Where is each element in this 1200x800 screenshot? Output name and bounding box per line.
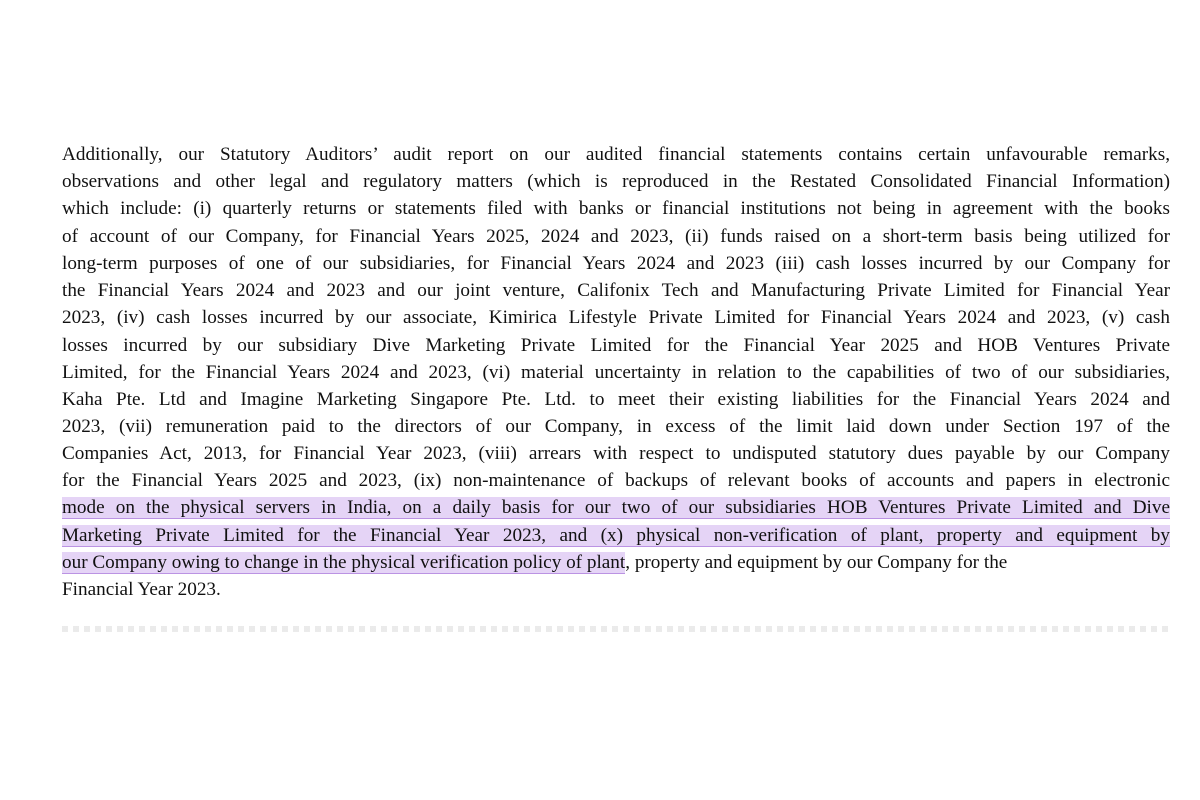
highlighted-line xyxy=(62,524,1170,548)
highlighted-line xyxy=(62,496,1170,520)
paragraph-line-tail: , property and equipment by our Company for the xyxy=(625,552,1008,573)
paragraph-line: Limited, for the Financial Years 2024 and 2023, (vi) material uncertainty in relation to the capabilities of two of our subsidiaries, xyxy=(62,362,1170,383)
paragraph-last-line: Financial Year 2023. xyxy=(62,579,221,600)
paragraph-line: Companies Act, 2013, for Financial Year 2023, (viii) arrears with respect to undisputed statutory dues payable by our Company xyxy=(62,443,1170,464)
paragraph-line: 2023, (vii) remuneration paid to the directors of our Company, in excess of the limit laid down under Section 197 of the xyxy=(62,416,1170,437)
text-highlight[interactable]: Marketing Private Limited for the Financial Year 2023, and (x) physical non-verification of plant, property and equipment by xyxy=(62,525,1170,546)
paragraph-line xyxy=(62,551,1170,575)
text-highlight[interactable]: mode on the physical servers in India, on a daily basis for our two of our subsidiaries HOB Ventures Private Limited and Dive xyxy=(62,497,1170,518)
paragraph-line: losses incurred by our subsidiary Dive Marketing Private Limited for the Financial Year 2025 and HOB Ventures Private xyxy=(62,335,1170,356)
paragraph-line: Kaha Pte. Ltd and Imagine Marketing Singapore Pte. Ltd. to meet their existing liabilities for the Financial Years 2024 and xyxy=(62,389,1170,410)
text-highlight[interactable]: our Company owing to change in the physical verification policy of plant xyxy=(62,552,626,573)
paragraph-line: for the Financial Years 2025 and 2023, (ix) non-maintenance of backups of relevant books of accounts and papers in electronic xyxy=(62,470,1170,491)
paragraph-line: which include: (i) quarterly returns or statements filed with banks or financial institutions not being in agreement with the books xyxy=(62,198,1170,219)
paragraph-line: of account of our Company, for Financial Years 2025, 2024 and 2023, (ii) funds raised on a short-term basis being utilized for xyxy=(62,226,1170,247)
paragraph-line: Additionally, our Statutory Auditors’ audit report on our audited financial statements contains certain unfavourable remarks, xyxy=(62,144,1170,165)
paragraph-line: long-term purposes of one of our subsidiaries, for Financial Years 2024 and 2023 (iii) cash losses incurred by our Company for xyxy=(62,253,1170,274)
paragraph-line: 2023, (iv) cash losses incurred by our associate, Kimirica Lifestyle Private Limited for Financial Years 2024 and 2023, (v) cash xyxy=(62,307,1170,328)
paragraph-line: observations and other legal and regulatory matters (which is reproduced in the Restated Consolidated Financial Information) xyxy=(62,171,1170,192)
cut-off-text-line xyxy=(62,626,1170,632)
paragraph-line: the Financial Years 2024 and 2023 and our joint venture, Califonix Tech and Manufacturing Private Limited for Financial Year xyxy=(62,280,1170,301)
